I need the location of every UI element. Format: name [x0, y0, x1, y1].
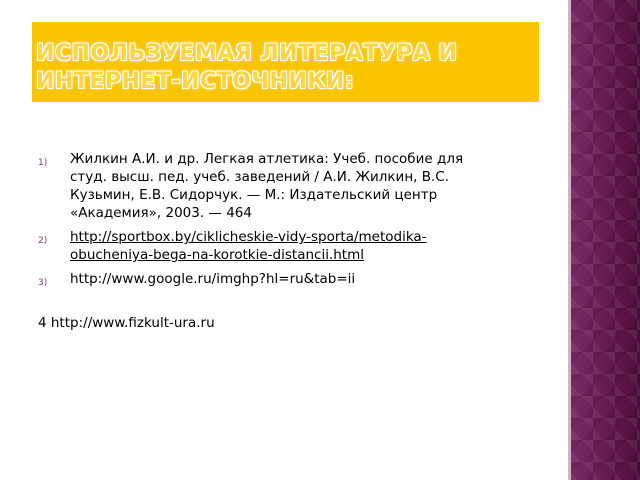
- reference-list: [38, 150, 478, 288]
- list-item: [38, 228, 478, 264]
- slide-title: ИСПОЛЬЗУЕМАЯ ЛИТЕРАТУРА И ИНТЕРНЕТ-ИСТОЧНИКИ:: [36, 41, 458, 94]
- decorative-side-strip: [571, 0, 640, 480]
- reference-link[interactable]: http://sportbox.by/ciklicheskie-vidy-sporta/metodika-obucheniya-bega-na-korotkie-distancii.html: [70, 229, 427, 263]
- reference-text: http://www.google.ru/imghp?hl=ru&tab=ii: [70, 271, 356, 287]
- title-banner: [32, 22, 539, 102]
- list-marker: 1): [38, 158, 48, 168]
- list-marker: 2): [38, 236, 48, 246]
- list-item: [38, 150, 478, 222]
- content-area: [38, 150, 478, 294]
- reference-text: Жилкин А.И. и др. Легкая атлетика: Учеб. пособие для студ. высш. пед. учеб. заведений / А.И. Жилкин, В.С. Кузьмин, Е.В. Сидорчук. — М.: Издательский центр «Академия», 2003. — 464: [70, 151, 464, 221]
- list-marker: 3): [38, 278, 48, 288]
- extra-reference: 4 http://www.fizkult-ura.ru: [38, 315, 215, 331]
- list-item: [38, 270, 478, 288]
